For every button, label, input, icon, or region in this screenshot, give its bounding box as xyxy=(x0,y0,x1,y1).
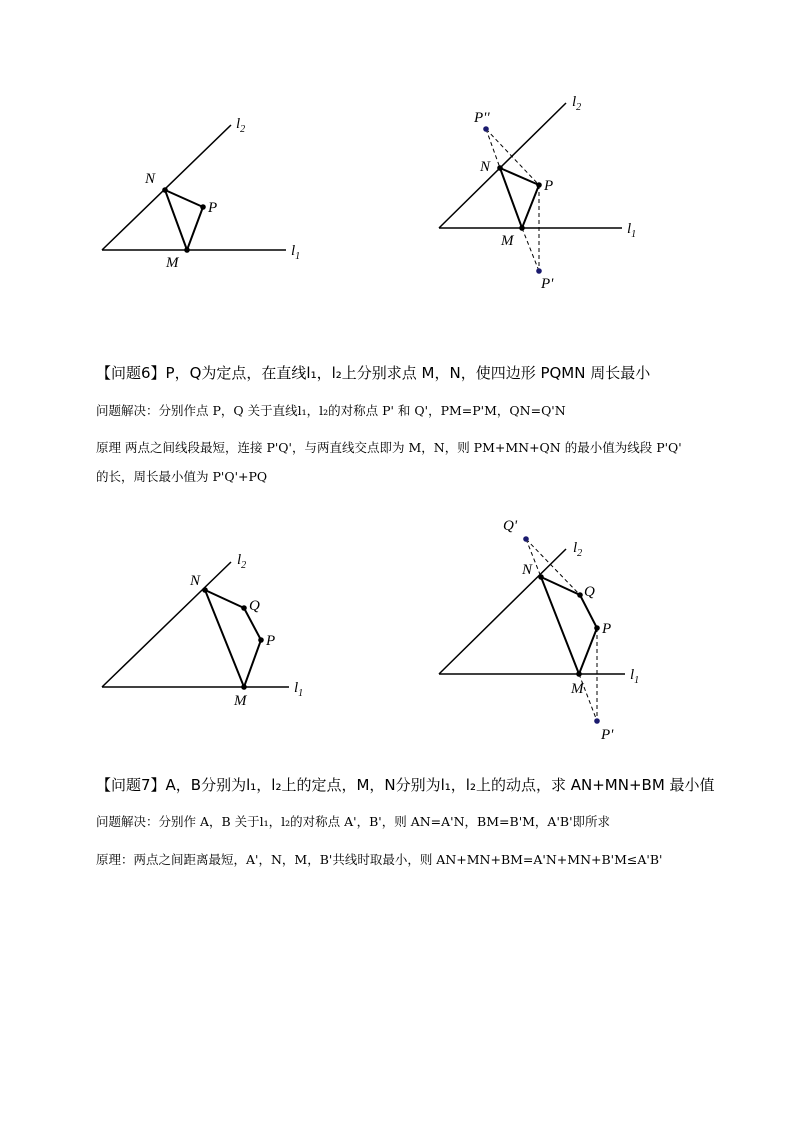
label-m: M xyxy=(501,233,514,249)
point-n xyxy=(162,187,168,193)
dashed-mp1 xyxy=(522,228,539,271)
point-n xyxy=(202,587,208,593)
label-l2: $l_2$ xyxy=(573,540,583,559)
label-p-prime: P' xyxy=(601,727,614,743)
point-m xyxy=(576,671,582,677)
triangle-pmn xyxy=(165,190,203,250)
label-l2: $l_2$ xyxy=(236,116,246,135)
label-m: M xyxy=(571,681,584,697)
label-m: M xyxy=(234,693,247,709)
label-p-prime: P' xyxy=(541,276,554,292)
point-p xyxy=(200,204,206,210)
point-p-prime xyxy=(594,718,600,724)
point-p-prime xyxy=(536,268,542,274)
label-n: N xyxy=(145,171,156,187)
point-p xyxy=(536,182,542,188)
label-p-double-prime: P'' xyxy=(474,110,490,126)
label-l2: $l_2$ xyxy=(237,552,247,571)
label-n: N xyxy=(480,159,491,175)
label-q: Q xyxy=(584,584,595,600)
problem6-heading: 【问题6】P，Q为定点，在直线l₁，l₂上分别求点 M，N，使四边形 PQMN 周长最小 xyxy=(96,364,651,382)
point-n xyxy=(538,574,544,580)
point-m xyxy=(184,247,190,253)
point-q xyxy=(241,605,247,611)
label-n: N xyxy=(522,562,533,578)
problem6-principle-line2: 的长，周长最小值为 P'Q'+PQ xyxy=(96,469,268,484)
label-p: P xyxy=(266,633,276,649)
point-q xyxy=(577,592,583,598)
line-l2 xyxy=(439,103,566,228)
label-l1: $l_1$ xyxy=(294,680,304,699)
label-p: P xyxy=(602,621,612,637)
figure-4 xyxy=(439,518,639,743)
figure-3 xyxy=(102,552,303,709)
dashed-qq xyxy=(526,539,583,595)
problem6-principle-line1: 原理 两点之间线段最短，连接 P'Q'，与两直线交点即为 M，N，则 PM+MN+QN 的最小值为线段 P'Q' xyxy=(96,440,682,455)
triangle-pmn xyxy=(500,168,539,228)
point-n xyxy=(497,165,503,171)
label-m: M xyxy=(166,255,179,271)
line-l2 xyxy=(102,125,231,250)
label-n: N xyxy=(190,573,201,589)
label-q: Q xyxy=(249,598,260,614)
figure-1 xyxy=(102,116,300,271)
problem6-solution: 问题解决：分别作点 P，Q 关于直线l₁，l₂的对称点 P' 和 Q'，PM=P'M，QN=Q'N xyxy=(96,403,566,418)
label-l1: $l_1$ xyxy=(627,221,637,240)
point-q-prime xyxy=(523,536,529,542)
label-l1: $l_1$ xyxy=(630,667,640,686)
label-q-prime: Q' xyxy=(503,518,518,534)
label-l1: $l_1$ xyxy=(291,243,301,262)
problem7-principle: 原理：两点之间距离最短，A'，N，M，B'共线时取最小，则 AN+MN+BM=A'N+MN+B'M≤A'B' xyxy=(96,852,663,867)
label-l2: $l_2$ xyxy=(572,94,582,113)
problem7-heading: 【问题7】A，B分别为l₁，l₂上的定点，M，N分别为l₁，l₂上的动点，求 AN+MN+BM 最小值 xyxy=(96,776,715,794)
line-l2 xyxy=(439,549,566,674)
problem7-solution: 问题解决：分别作 A，B 关于l₁，l₂的对称点 A'，B'，则 AN=A'N，BM=B'M，A'B'即所求 xyxy=(96,814,611,829)
label-p: P xyxy=(208,200,218,216)
figure-2 xyxy=(439,94,636,292)
point-p xyxy=(258,637,264,643)
point-p xyxy=(594,625,600,631)
point-m xyxy=(519,225,525,231)
point-p-double-prime xyxy=(483,126,489,132)
label-p: P xyxy=(544,178,554,194)
line-l2 xyxy=(102,562,231,687)
point-m xyxy=(241,684,247,690)
